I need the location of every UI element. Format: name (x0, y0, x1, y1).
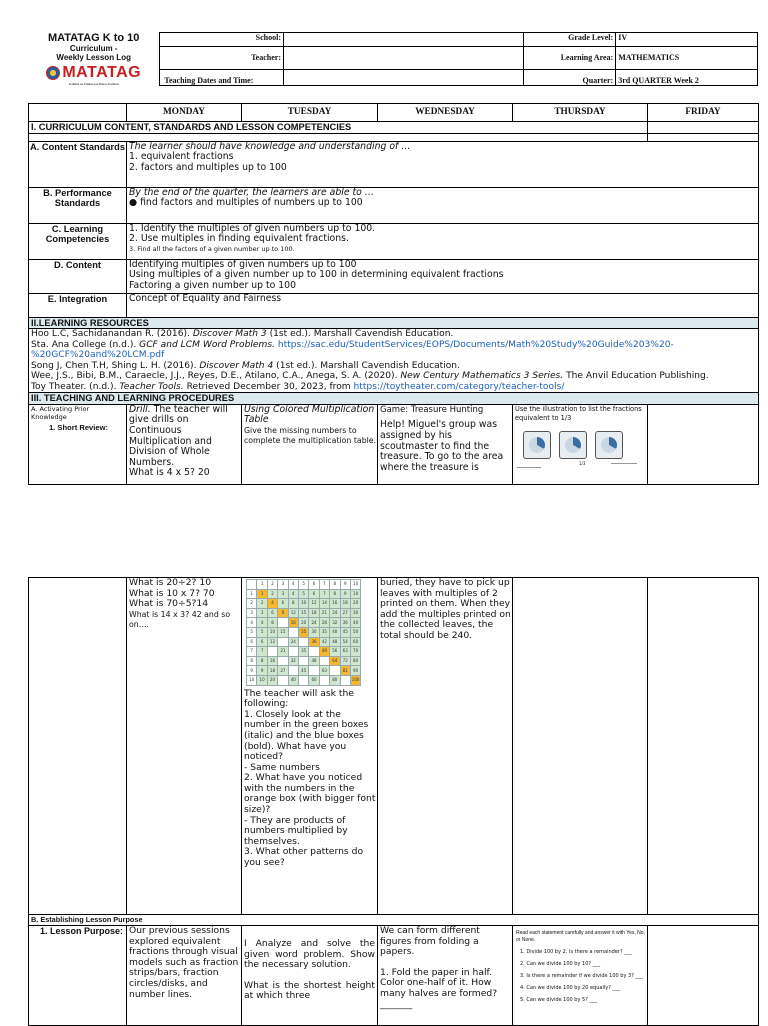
integration-label: E. Integration (29, 293, 127, 317)
grid-cell[interactable] (278, 656, 288, 666)
grid-cell: 24 (309, 618, 319, 628)
grid-cell: 6 (257, 637, 267, 647)
grid-cell: 8 (257, 656, 267, 666)
multiplication-table (244, 578, 377, 686)
grid-cell: 35 (298, 647, 308, 657)
performance-standards-label: B. Performance Standards (29, 187, 127, 223)
grid-cell: 10 (298, 599, 308, 609)
grid-cell: 28 (319, 618, 329, 628)
grid-cell[interactable] (330, 666, 340, 676)
grid-cell: 36 (340, 618, 350, 628)
competency-2: 2. Use multiples in finding equivalent fractions. (129, 233, 349, 245)
purpose-thursday-item: 1. Divide 100 by 2. Is there a remainder? ___ (520, 949, 632, 955)
grid-cell: 8 (267, 618, 277, 628)
spacer-row (29, 133, 648, 141)
grid-cell: 72 (340, 656, 350, 666)
content-standards-intro: The learner should have knowledge and understanding of … (129, 140, 411, 152)
grid-cell: 40 (288, 675, 298, 685)
section-curriculum: I. CURRICULUM CONTENT, STANDARDS AND LESSON COMPETENCIES (29, 122, 648, 134)
grid-cell: 90 (350, 666, 360, 676)
grid-header-cell: 2 (267, 580, 277, 590)
review-wednesday-title: Game: Treasure Hunting (380, 404, 484, 415)
purpose-thursday-items (516, 949, 647, 1004)
grid-cell: 36 (309, 637, 319, 647)
grid-cell: 14 (319, 599, 329, 609)
learning-competencies-cell (127, 223, 759, 259)
grid-cell: 18 (267, 666, 277, 676)
content-item-2: Using multiples of a given number up to 100 in determining equivalent fractions (129, 269, 504, 281)
area-value: MATHEMATICS (616, 47, 758, 69)
grid-cell: 60 (350, 637, 360, 647)
grid-cell: 3 (257, 608, 267, 618)
content-standards-cell (127, 141, 759, 187)
grid-cell[interactable] (278, 618, 288, 628)
grid-header-cell: 4 (288, 580, 298, 590)
grid-cell: 80 (330, 675, 340, 685)
teacher-label: Teacher: (160, 47, 284, 69)
purpose-thursday (513, 926, 648, 1026)
fraction-square-2-icon (559, 431, 587, 459)
activating-label-text: A. Activating Prior Knowledge (31, 404, 90, 421)
section-procedures: III. TEACHING AND LEARNING PROCEDURES (29, 393, 759, 405)
resources-cell (29, 329, 759, 393)
grid-cell: 18 (309, 608, 319, 618)
grid-cell: 2 (257, 599, 267, 609)
grid-row-header: 2 (247, 599, 257, 609)
review-tuesday-title: Using Colored Multiplication Table (244, 403, 375, 426)
grid-header-cell: 8 (330, 580, 340, 590)
grid-cell: 8 (330, 589, 340, 599)
grid-row-header: 7 (247, 647, 257, 657)
grid-cell: 16 (288, 618, 298, 628)
p2-mon-q3: What is 10 x 7? 70 (129, 587, 215, 599)
grid-cell: 60 (309, 675, 319, 685)
purpose-tuesday-2: What is the shortest height at which three (244, 979, 375, 1002)
grid-cell: 49 (319, 647, 329, 657)
grid-header-cell: 6 (309, 580, 319, 590)
grid-cell: 27 (278, 666, 288, 676)
grid-cell: 45 (340, 627, 350, 637)
grid-cell[interactable] (298, 675, 308, 685)
grid-row-header: 8 (247, 656, 257, 666)
grid-cell: 10 (267, 627, 277, 637)
activating-prior-knowledge-label (29, 404, 127, 484)
grid-cell: 6 (278, 599, 288, 609)
grid-cell: 10 (257, 675, 267, 685)
grade-label: Grade Level: (524, 33, 616, 47)
p2-mon-q2: What is 20÷2? 10 (129, 577, 212, 588)
review-monday (127, 404, 242, 484)
grid-row-header: 5 (247, 627, 257, 637)
grid-cell: 8 (288, 599, 298, 609)
review-monday-text: The teacher will give drills on Continuous Multiplication and Division of Whole Numbers. (129, 403, 228, 468)
p2-wednesday-text: buried, they have to pick up leaves with multiples of 2 printed on them. When they add the multiples printed on the collected leaves, the total should be 240. (380, 577, 511, 641)
lesson-log-table-page-2 (28, 577, 758, 1026)
review-thursday-text: Use the illustration to list the fractions equivalent to 1/3 (515, 404, 642, 422)
integration-item-1: Concept of Equality and Fairness (129, 292, 282, 304)
grid-cell[interactable] (309, 666, 319, 676)
competency-1: 1. Identify the multiples of given numbers up to 100. (129, 222, 376, 234)
grid-cell: 10 (350, 589, 360, 599)
curriculum-label: Curriculum - (69, 43, 118, 53)
matatag-logo (28, 64, 159, 82)
grid-cell: 40 (330, 627, 340, 637)
p2-tuesday (242, 578, 378, 915)
spacer-row-friday (648, 133, 759, 141)
lesson-log-table (28, 103, 758, 485)
grid-cell: 16 (267, 656, 277, 666)
grid-cell[interactable] (278, 675, 288, 685)
grid-cell: 5 (257, 627, 267, 637)
short-review-label: 1. Short Review: (48, 422, 109, 432)
review-monday-q1: What is 4 x 5? 20 (129, 467, 210, 479)
grid-cell[interactable] (298, 656, 308, 666)
grid-cell: 81 (340, 666, 350, 676)
deped-seal-icon (46, 66, 60, 80)
grid-row-header: 6 (247, 637, 257, 647)
grid-row-header: 1 (247, 589, 257, 599)
review-wednesday (378, 404, 513, 484)
quarter-value: 3rd QUARTER Week 2 (616, 69, 758, 85)
performance-standards-item-1: ● find factors and multiples of numbers up to 100 (129, 197, 363, 209)
content-item-1: Identifying multiples of given numbers up to 100 (129, 258, 357, 270)
resource-2-link[interactable]: https://sac.edu/StudentServices/EOPS/Documents/Math%20Study%20Guide%203%20-%20GCF%20and%20LCM.pdf (31, 339, 674, 361)
grid-cell: 40 (350, 618, 360, 628)
day-tuesday: TUESDAY (242, 104, 378, 122)
resource-5: Toy Theater. (n.d.). Teacher Tools. Retrieved December 30, 2023, from https://toytheater.com/category/teacher-tools/ (31, 381, 565, 392)
weekly-lesson-log-label: Weekly Lesson Log (56, 52, 131, 62)
grid-cell[interactable] (298, 637, 308, 647)
fraction-square-1-icon (523, 431, 551, 459)
dates-field[interactable] (283, 69, 523, 85)
fraction-square-3-icon (595, 431, 623, 459)
learning-competencies-label: C. Learning Competencies (29, 223, 127, 259)
competency-3: 3. Find all the factors of a given number up to 100. (129, 244, 295, 253)
section-establishing-purpose: B. Establishing Lesson Purpose (29, 915, 759, 926)
resource-1: Hoo L.C, Sachidanandan R. (2016). Discover Math 3 (1st ed.). Marshall Cavendish Education. (31, 329, 454, 340)
grid-cell: 70 (350, 647, 360, 657)
content-cell (127, 259, 759, 293)
matatag-title-cell (28, 33, 160, 86)
grid-cell: 20 (267, 675, 277, 685)
grid-cell: 18 (340, 599, 350, 609)
grid-cell: 4 (288, 589, 298, 599)
grid-cell: 24 (288, 637, 298, 647)
grid-cell: 32 (288, 656, 298, 666)
answer-line-1 (517, 467, 541, 468)
grid-cell: 35 (319, 627, 329, 637)
grid-cell[interactable] (309, 647, 319, 657)
grid-cell[interactable] (319, 675, 329, 685)
grid-cell: 20 (298, 618, 308, 628)
p2-label-cell (29, 578, 127, 915)
matatag-title: MATATAG K to 10 (47, 31, 140, 44)
grid-cell: 20 (350, 599, 360, 609)
purpose-thursday-item: 5. Can we divide 100 by 5? ___ (520, 997, 597, 1003)
grid-cell: 15 (278, 627, 288, 637)
grid-cell: 3 (278, 589, 288, 599)
content-standards-item-1: 1. equivalent fractions (129, 151, 234, 163)
grid-cell: 100 (350, 675, 360, 685)
grid-header-cell: 3 (278, 580, 288, 590)
performance-standards-cell (127, 187, 759, 223)
review-tuesday-text: Give the missing numbers to complete the multiplication table. (244, 425, 377, 445)
grid-cell: 30 (350, 608, 360, 618)
p2-monday (127, 578, 242, 915)
school-field[interactable] (283, 33, 523, 47)
resource-3: Song J, Chen T.H, Shing L. H. (2016). Discover Math 4 (1st ed.). Marshall Cavendish Education. (31, 360, 460, 371)
day-friday: FRIDAY (648, 104, 759, 122)
purpose-tuesday (242, 926, 378, 1026)
fraction-label: 1/3 (579, 460, 586, 466)
multiplication-grid (246, 579, 361, 686)
grid-cell: 45 (298, 666, 308, 676)
lesson-purpose-label: 1. Lesson Purpose: (29, 926, 127, 1026)
grid-cell: 12 (267, 637, 277, 647)
content-label: D. Content (29, 259, 127, 293)
grade-value: IV (616, 33, 758, 47)
day-wednesday: WEDNESDAY (378, 104, 513, 122)
content-standards-item-2: 2. factors and multiples up to 100 (129, 161, 287, 173)
grid-cell: 15 (298, 608, 308, 618)
grid-cell: 27 (340, 608, 350, 618)
grid-header-cell: 7 (319, 580, 329, 590)
grid-cell: 80 (350, 656, 360, 666)
grid-cell: 54 (340, 637, 350, 647)
grid-corner (247, 580, 257, 590)
grid-cell: 9 (257, 666, 267, 676)
purpose-thursday-item: 3. Is there a remainder if we divide 100 by 3? ___ (520, 973, 643, 979)
purpose-wednesday-1: We can form different figures from folding a papers. (380, 925, 480, 958)
p2-mon-q4: What is 70÷5?14 (129, 598, 209, 610)
purpose-thursday-title: Read each statement carefully and answer it with Yes, No, or None. (516, 930, 645, 943)
grid-cell: 63 (319, 666, 329, 676)
grid-header-cell: 1 (257, 580, 267, 590)
grid-row-header: 4 (247, 618, 257, 628)
purpose-tuesday-1: I Analyze and solve the given word problem. Show the necessary solution. (244, 938, 375, 971)
grid-cell: 1 (257, 589, 267, 599)
grid-cell: 56 (330, 647, 340, 657)
content-standards-label: A. Content Standards (29, 141, 127, 187)
grid-cell: 2 (267, 589, 277, 599)
resource-5-link[interactable]: https://toytheater.com/category/teacher-tools/ (353, 381, 565, 392)
grid-cell: 64 (330, 656, 340, 666)
grid-cell: 12 (288, 608, 298, 618)
resource-4: Wee, J.S., Bibi, B.M., Caraecle, J.J., Reyes, D.E., Atilano, C.A., Anega, S. A. (2020). New Century Mathematics 3 Series. The Anvil Education Publishing. (31, 371, 709, 382)
grid-cell: 24 (330, 608, 340, 618)
resource-2: Sta. Ana College (n.d.). GCF and LCM Word Problems. https://sac.edu/StudentServices/EOPS/Documents/Math%20Study%20Guide%203%20-%20GCF%20and%20LCM.pdf (31, 339, 674, 361)
grid-cell: 48 (330, 637, 340, 647)
grid-cell: 7 (257, 647, 267, 657)
purpose-wednesday (378, 926, 513, 1026)
grid-cell: 25 (298, 627, 308, 637)
review-tuesday (242, 404, 378, 484)
grid-cell: 4 (257, 618, 267, 628)
p2-tuesday-questions: The teacher will ask the following: 1. Closely look at the number in the green boxes (italic) and the blue boxes (bold). What have you noticed? - Same numbers 2. What have you noticed with the numbers in the orange box (with bigger font size)? - They are products of numbers multiplied by themselves. 3. What other patterns do you see? (244, 687, 376, 869)
purpose-friday (648, 926, 759, 1026)
performance-standards-intro: By the end of the quarter, the learners are able to … (129, 186, 375, 198)
purpose-thursday-item: 4. Can we divide 100 by 20 equally? ___ (520, 985, 620, 991)
p2-wednesday (378, 578, 513, 915)
grid-cell: 12 (309, 599, 319, 609)
grid-cell[interactable] (340, 675, 350, 685)
section-curriculum-friday (648, 122, 759, 134)
quarter-label: Quarter: (524, 69, 616, 85)
review-friday (648, 404, 759, 484)
grid-cell[interactable] (288, 666, 298, 676)
day-thursday: THURSDAY (513, 104, 648, 122)
purpose-wednesday-2: 1. Fold the paper in half. Color one-half of it. How many halves are formed? _______ (380, 966, 498, 1010)
grid-cell: 63 (340, 647, 350, 657)
fraction-illustration (515, 431, 647, 466)
content-item-3: Factoring a given number up to 100 (129, 279, 297, 291)
grid-cell: 9 (340, 589, 350, 599)
matatag-logo-text: MATATAG (62, 63, 142, 81)
logo-subtext: Kalidad na Edukasyon Bahay-Kalidad (68, 81, 119, 86)
grid-cell: 16 (330, 599, 340, 609)
grid-cell: 21 (319, 608, 329, 618)
grid-cell[interactable] (319, 656, 329, 666)
grid-cell: 42 (319, 637, 329, 647)
review-monday-drill: Drill. (129, 403, 151, 415)
review-thursday (513, 404, 648, 484)
p2-mon-q5: What is 14 x 3? 42 and so on…. (129, 609, 231, 629)
grid-row-header: 3 (247, 608, 257, 618)
integration-cell (127, 293, 759, 317)
dates-label: Teaching Dates and Time: (160, 69, 284, 85)
grid-cell: 48 (309, 656, 319, 666)
grid-cell[interactable] (288, 647, 298, 657)
grid-header-cell: 5 (298, 580, 308, 590)
header-block (28, 32, 758, 86)
grid-cell: 30 (309, 627, 319, 637)
grid-header-cell: 10 (350, 580, 360, 590)
review-wednesday-text: Help! Miguel's group was assigned by his scoutmaster to find the treasure. To go to the area where the treasure is (380, 419, 504, 473)
p2-thursday (513, 578, 648, 915)
teacher-field[interactable] (283, 47, 523, 69)
grid-cell: 32 (330, 618, 340, 628)
grid-cell: 21 (278, 647, 288, 657)
grid-row-header: 9 (247, 666, 257, 676)
section-resources: II.LEARNING RESOURCES (29, 317, 759, 329)
purpose-thursday-item: 2. Can we divide 100 by 10? ___ (520, 961, 601, 967)
grid-cell: 5 (298, 589, 308, 599)
grid-header-cell: 9 (340, 580, 350, 590)
grid-cell: 7 (319, 589, 329, 599)
grid-cell[interactable] (267, 647, 277, 657)
grid-cell[interactable] (288, 627, 298, 637)
corner-cell (29, 104, 127, 122)
grid-cell: 4 (267, 599, 277, 609)
grid-cell: 6 (309, 589, 319, 599)
p2-friday (648, 578, 759, 915)
purpose-monday: Our previous sessions explored equivalent fractions through visual models such as fraction strips/bars, fraction circles/disks, and number lines. (127, 926, 242, 1026)
grid-cell: 50 (350, 627, 360, 637)
grid-cell: 9 (278, 608, 288, 618)
answer-line-2 (611, 463, 637, 464)
day-monday: MONDAY (127, 104, 242, 122)
grid-row-header: 10 (247, 675, 257, 685)
area-label: Learning Area: (524, 47, 616, 69)
grid-cell: 6 (267, 608, 277, 618)
school-label: School: (160, 33, 284, 47)
grid-cell[interactable] (278, 637, 288, 647)
